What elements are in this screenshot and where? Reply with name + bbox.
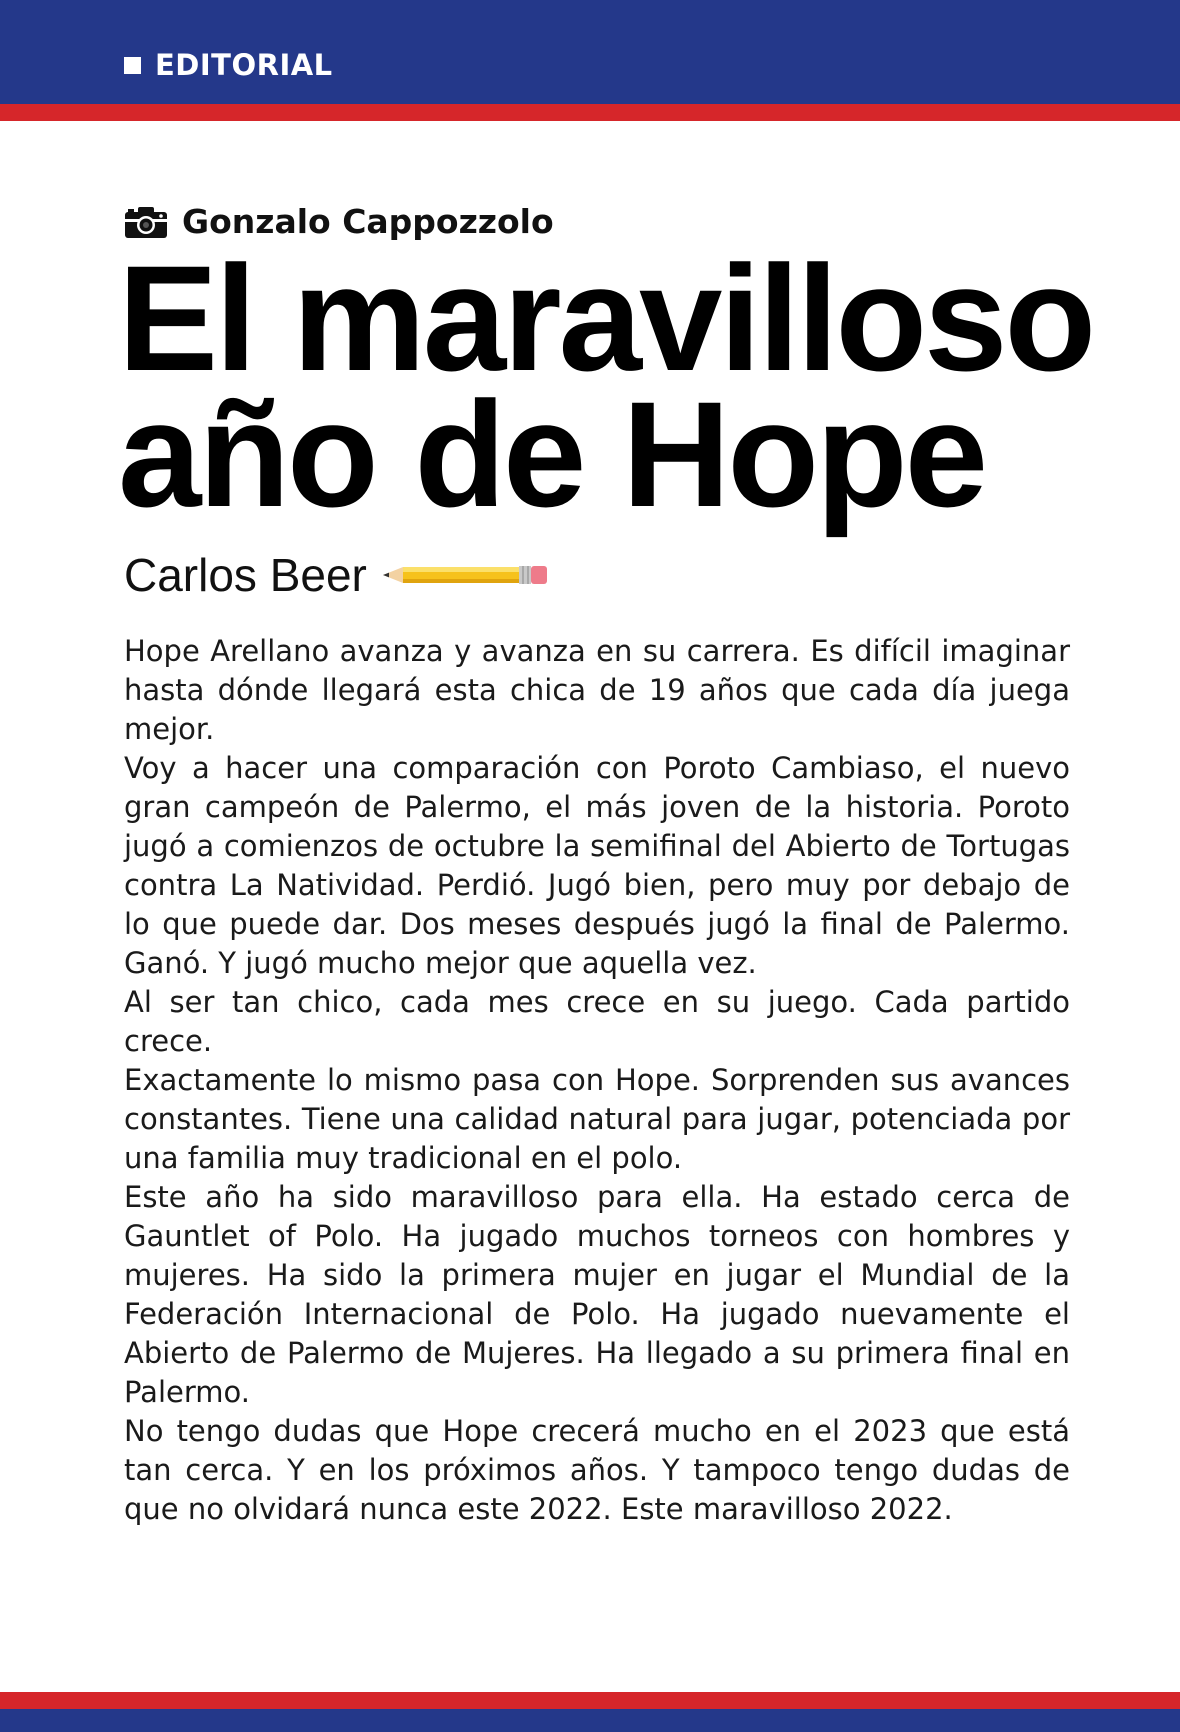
author-byline	[124, 548, 551, 602]
headline	[118, 234, 1118, 538]
author-name: Carlos Beer	[124, 549, 367, 601]
headline-line-2: año de Hope	[118, 370, 986, 538]
square-bullet-icon	[124, 57, 141, 74]
article-body	[124, 632, 1070, 1529]
article-paragraph: Al ser tan chico, cada mes crece en su juego. Cada partido crece.	[124, 985, 1070, 1058]
article-paragraph: No tengo dudas que Hope crecerá mucho en el 2023 que está tan cerca. Y en los próximos años. Y tampoco tengo dudas de que no olvidará nunca este 2022. Este maravilloso 2022.	[124, 1414, 1070, 1526]
top-accent-stripe	[0, 104, 1180, 121]
bottom-accent-stripe	[0, 1692, 1180, 1709]
article-paragraph: Este año ha sido maravilloso para ella. Ha estado cerca de Gauntlet of Polo. Ha jugado muchos torneos con hombres y mujeres. Ha sido la primera mujer en jugar el Mundial de la Federación Internacional de Polo. Ha jugado nuevamente el Abierto de Palermo de Mujeres. Ha llegado a su primera final en Palermo.	[124, 1180, 1070, 1409]
headline-line-1: El maravilloso	[118, 234, 1094, 402]
article-paragraph: Voy a hacer una comparación con Poroto Cambiaso, el nuevo gran campeón de Palermo, el más joven de la historia. Poroto jugó a comienzos de octubre la semifinal del Abierto de Tortugas contra La Natividad. Perdió. Jugó bien, pero muy por debajo de lo que puede dar. Dos meses después jugó la final de Palermo. Ganó. Y jugó mucho mejor que aquella vez.	[124, 751, 1070, 980]
photo-credit-name: Gonzalo Cappozzolo	[182, 202, 554, 241]
bottom-footer-bar	[0, 1709, 1180, 1732]
section-label-text: EDITORIAL	[155, 48, 333, 82]
section-label	[124, 48, 333, 82]
article-paragraph: Exactamente lo mismo pasa con Hope. Sorprenden sus avances constantes. Tiene una calidad natural para jugar, potenciada por una familia muy tradicional en el polo.	[124, 1063, 1070, 1175]
pencil-icon	[381, 555, 551, 595]
article-paragraph: Hope Arellano avanza y avanza en su carrera. Es difícil imaginar hasta dónde llegará esta chica de 19 años que cada día juega mejor.	[124, 634, 1070, 746]
